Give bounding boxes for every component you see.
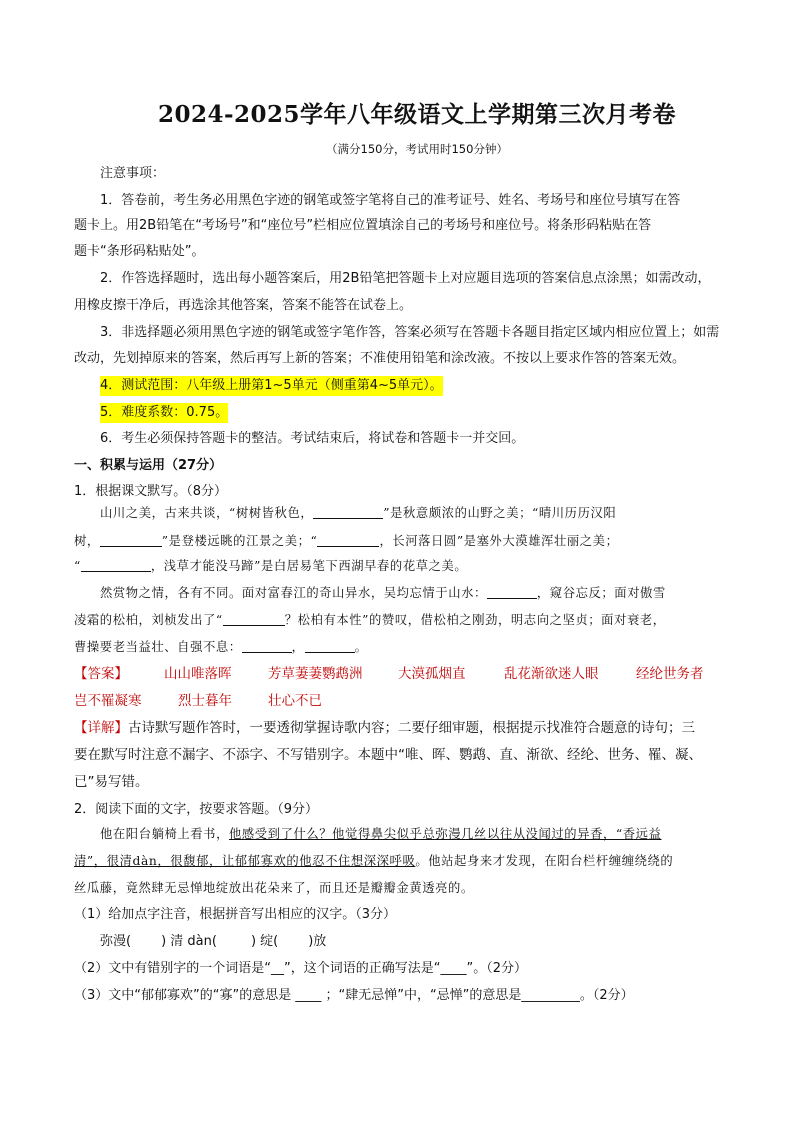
text-fragment: 曹操要老当益壮、自强不息： — [74, 640, 242, 654]
question-2-sub-1: （1）给加点字注音，根据拼音写出相应的汉字。（3分） — [74, 907, 397, 922]
question-1-passage-line-1 — [100, 503, 616, 523]
fill-blank[interactable] — [305, 638, 355, 653]
answer-item: 乱花渐欲迷人眼 — [504, 666, 599, 682]
question-2-passage-line-2 — [74, 851, 673, 871]
text-fragment: ， — [291, 640, 305, 654]
question-2-sub-1-items — [100, 932, 326, 952]
text-fragment: ”是登楼远眺的江景之美；“ — [161, 534, 318, 548]
question-2-passage-line-1 — [100, 824, 661, 844]
text-fragment: 山川之美，古来共谈，“树树皆秋色， — [100, 506, 314, 520]
detail-line-1 — [74, 718, 695, 738]
answer-item: 壮心不已 — [268, 693, 322, 709]
detail-label: 【详解】 — [74, 720, 128, 736]
answer-item: 芳草萋萋鹦鹉洲 — [268, 666, 363, 682]
section-1-heading: 一、积累与运用（27分） — [74, 458, 223, 473]
question-2-sub-2: （2）文中有错别字的一个词语是“__”，这个词语的正确写法是“____”。（2分） — [74, 961, 527, 976]
text-fragment: 然赏物之情，各有不同。面对富春江的奇山异水，吴均忘情于山水： — [100, 586, 487, 600]
underlined-text: 他感受到了什么？他觉得鼻尖似乎总弥漫几丝以往从没闻过的异香，“香远益 — [228, 827, 662, 841]
answer-row-2 — [74, 691, 322, 711]
notice-heading: 注意事项： — [100, 166, 166, 181]
detail-text: 古诗默写题作答时，一要透彻掌握诗歌内容；二要仔细审题，根据提示找准符合题意的诗句；三 — [128, 720, 695, 736]
text-fragment: 凌霜的松柏，刘桢发出了“ — [74, 613, 223, 627]
text-fragment: ，浅草才能没马蹄”是白居易笔下西湖早春的花草之美。 — [150, 559, 468, 573]
underlined-text: 清”，很清dàn，很馥郁， — [74, 854, 222, 868]
answer-item: 岂不罹凝寒 — [74, 693, 142, 709]
detail-line-3: 已”易写错。 — [74, 774, 149, 790]
exam-subtitle: （满分150分，考试用时150分钟） — [326, 142, 508, 156]
fill-blank[interactable] — [487, 584, 537, 599]
answer-item: 大漠孤烟直 — [398, 666, 466, 682]
text-fragment: 。他站起身来才发现，在阳台栏杆缠缠绕绕的 — [415, 854, 674, 868]
exam-title: 2024-2025学年八年级语文上学期第三次月考卷 — [157, 101, 677, 128]
notice-item-5-highlight: 5．难度系数：0.75。 — [100, 403, 228, 423]
text-fragment: “ — [74, 559, 81, 573]
question-1-passage-line-4 — [100, 583, 666, 603]
text-fragment: ) 清 dàn( — [161, 934, 217, 949]
notice-item-3-line-1: 3．非选择题必须用黑色字迹的钢笔或签字笔作答，答案必须写在答题卡各题目指定区域内相应位置上；如需 — [100, 325, 720, 340]
answer-item: 烈士暮年 — [178, 693, 232, 709]
notice-item-1-line-2: 题卡上。用2B铅笔在“考场号”和“座位号”栏相应位置填涂自己的考场号和座位号。将条形码粘贴在答 — [74, 218, 652, 233]
question-2-sub-3: （3）文中“郁郁寡欢”的“寡”的意思是 ____ ；“肆无忌惮”中，“忌惮”的意思是_________。（2分） — [74, 988, 634, 1003]
fill-blank[interactable] — [100, 532, 162, 547]
question-1-passage-line-2 — [74, 531, 618, 551]
notice-item-2-line-1: 2．作答选择题时，选出每小题答案后，用2B铅笔把答题卡上对应题目选项的答案信息点涂黑；如需改动， — [100, 271, 711, 286]
fill-blank[interactable] — [317, 532, 379, 547]
notice-item-3-line-2: 改动，先划掉原来的答案，然后再写上新的答案；不准使用铅笔和涂改液。不按以上要求作答的答案无效。 — [74, 351, 686, 366]
question-1-passage-line-6 — [74, 637, 367, 657]
text-fragment: 弥漫( — [100, 934, 132, 949]
question-1-passage-line-5 — [74, 610, 666, 630]
notice-item-2-line-2: 用橡皮擦干净后，再选涂其他答案，答案不能答在试卷上。 — [74, 298, 413, 313]
text-fragment: )放 — [308, 934, 327, 949]
answer-item: 山山唯落晖 — [164, 666, 232, 682]
text-fragment: 。 — [354, 640, 368, 654]
text-fragment: ？松柏有本性”的赞叹，借松柏之刚劲，明志向之坚贞；面对衰老， — [284, 613, 666, 627]
fill-blank[interactable] — [313, 504, 383, 519]
fill-blank[interactable] — [81, 557, 151, 572]
answer-label: 【答案】 — [74, 666, 128, 682]
fill-blank[interactable] — [223, 611, 285, 626]
question-1-stem: 1．根据课文默写。（8分） — [74, 484, 228, 499]
notice-item-6: 6．考生必须保持答题卡的整洁。考试结束后，将试卷和答题卡一并交回。 — [100, 431, 525, 446]
question-1-passage-line-3 — [74, 556, 467, 576]
text-fragment: ，长河落日圆”是塞外大漠雄浑壮丽之美； — [379, 534, 619, 548]
question-2-stem: 2．阅读下面的文字，按要求答题。（9分） — [74, 802, 319, 817]
text-fragment: ”是秋意颇浓的山野之美；“晴川历历汉阳 — [383, 506, 617, 520]
text-fragment: ) 绽( — [250, 934, 279, 949]
answer-item: 经纶世务者 — [636, 666, 704, 682]
question-2-passage-line-3: 丝瓜藤，竟然肆无忌惮地绽放出花朵来了，而且还是瓣瓣金黄透亮的。 — [74, 881, 474, 895]
underlined-text: 让郁郁寡欢的他忍不住想深深呼吸 — [221, 854, 416, 868]
notice-item-4-highlight: 4．测试范围：八年级上册第1~5单元（侧重第4~5单元）。 — [100, 376, 443, 396]
notice-item-1-line-3: 题卡“条形码粘贴处”。 — [74, 244, 205, 259]
text-fragment: 树， — [74, 534, 100, 548]
text-fragment: ，窥谷忘反；面对傲雪 — [536, 586, 666, 600]
notice-item-1-line-1: 1．答卷前，考生务必用黑色字迹的钢笔或签字笔将自己的准考证号、姓名、考场号和座位号填写在答 — [100, 193, 681, 208]
detail-line-2: 要在默写时注意不漏字、不添字、不写错别字。本题中“唯、晖、鹦鹉、直、渐欲、经纶、世务、罹、凝、 — [74, 747, 702, 763]
fill-blank[interactable] — [242, 638, 292, 653]
text-fragment: 他在阳台躺椅上看书， — [100, 827, 229, 841]
answer-row-1 — [74, 664, 704, 684]
